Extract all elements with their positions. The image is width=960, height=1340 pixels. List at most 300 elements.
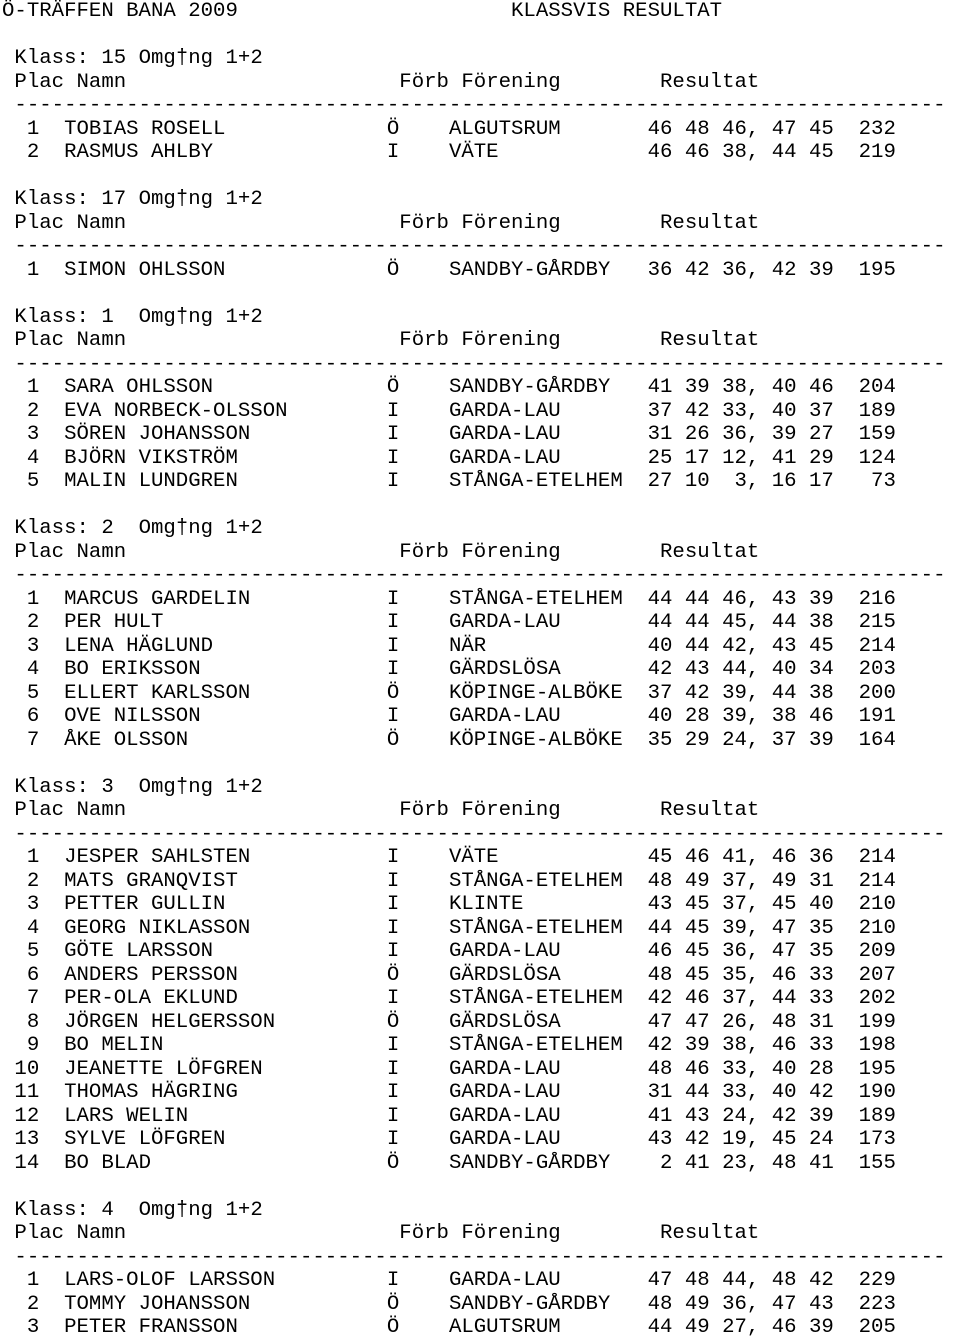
result-row bbox=[2, 259, 960, 283]
result-row bbox=[2, 705, 960, 729]
result-row bbox=[2, 1269, 960, 1293]
class-prefix: Klass: bbox=[14, 47, 89, 70]
totalresultat: 210 bbox=[833, 916, 896, 940]
result-row bbox=[2, 470, 960, 494]
result-row bbox=[2, 682, 960, 706]
col-forb-header: Förb bbox=[399, 70, 462, 94]
forbund: I bbox=[386, 658, 449, 681]
forening: SANDBY-GÅRDBY bbox=[448, 258, 648, 282]
forbund: Ö bbox=[386, 1010, 449, 1034]
forbund: I bbox=[386, 1104, 449, 1128]
delresultat: 46 45 36, 47 35 bbox=[647, 940, 834, 963]
namn: ELLERT KARLSSON bbox=[64, 681, 387, 705]
forbund: I bbox=[386, 423, 449, 446]
totalresultat: 202 bbox=[833, 987, 896, 1010]
forbund: I bbox=[386, 399, 449, 423]
placering: 8 bbox=[2, 1010, 65, 1034]
delresultat: 43 42 19, 45 24 bbox=[647, 1128, 834, 1151]
separator-line bbox=[2, 235, 960, 259]
class-section-1 bbox=[2, 306, 960, 518]
result-row bbox=[2, 376, 960, 400]
namn: LARS-OLOF LARSSON bbox=[64, 1269, 387, 1292]
blank-line bbox=[2, 282, 960, 306]
col-plac-header: Plac bbox=[14, 540, 77, 564]
indent bbox=[2, 541, 14, 564]
blank-line bbox=[2, 24, 960, 48]
indent bbox=[2, 47, 14, 70]
class-number: 15 bbox=[88, 47, 139, 70]
forening: GARDA-LAU bbox=[448, 705, 648, 728]
round-label: Omg†ng 1+2 bbox=[138, 188, 263, 211]
col-forb-header: Förb bbox=[399, 211, 462, 235]
forbund: Ö bbox=[386, 117, 449, 141]
placering: 6 bbox=[2, 705, 65, 728]
totalresultat: 210 bbox=[833, 893, 896, 916]
forening: VÄTE bbox=[448, 846, 648, 869]
round-label: Omg†ng 1+2 bbox=[138, 47, 263, 70]
totalresultat: 190 bbox=[833, 1081, 896, 1104]
class-heading bbox=[2, 306, 960, 330]
indent bbox=[2, 188, 14, 211]
placering: 9 bbox=[2, 1034, 65, 1057]
forbund: Ö bbox=[386, 1292, 449, 1316]
namn: JESPER SAHLSTEN bbox=[64, 846, 387, 869]
totalresultat: 214 bbox=[833, 846, 896, 869]
delresultat: 44 44 45, 44 38 bbox=[647, 611, 834, 634]
indent bbox=[2, 71, 14, 94]
forbund: I bbox=[386, 611, 449, 634]
forening: GARDA-LAU bbox=[448, 1081, 648, 1104]
namn: JEANETTE LÖFGREN bbox=[64, 1057, 387, 1081]
delresultat: 25 17 12, 41 29 bbox=[647, 446, 834, 470]
col-forb-header: Förb bbox=[399, 1222, 462, 1245]
placering: 1 bbox=[2, 587, 65, 611]
namn: ANDERS PERSSON bbox=[64, 963, 387, 987]
class-prefix: Klass: bbox=[14, 188, 89, 211]
totalresultat: 207 bbox=[833, 963, 896, 987]
namn: MARCUS GARDELIN bbox=[64, 587, 387, 611]
col-plac-header: Plac bbox=[14, 1222, 77, 1245]
placering: 13 bbox=[2, 1128, 65, 1151]
placering: 6 bbox=[2, 963, 65, 987]
delresultat: 48 49 36, 47 43 bbox=[647, 1292, 834, 1316]
delresultat: 44 45 39, 47 35 bbox=[647, 916, 834, 940]
placering: 5 bbox=[2, 940, 65, 963]
result-row bbox=[2, 611, 960, 635]
blank-line bbox=[2, 494, 960, 518]
header-gap bbox=[238, 0, 511, 23]
round-label: Omg†ng 1+2 bbox=[138, 1198, 263, 1222]
placering: 7 bbox=[2, 987, 65, 1010]
class-prefix: Klass: bbox=[14, 517, 89, 540]
column-header-row bbox=[2, 1222, 960, 1246]
placering: 14 bbox=[2, 1151, 65, 1175]
namn: JÖRGEN HELGERSSON bbox=[64, 1010, 387, 1034]
placering: 12 bbox=[2, 1104, 65, 1128]
forening: GARDA-LAU bbox=[448, 940, 648, 963]
class-number: 2 bbox=[88, 517, 139, 540]
namn: GEORG NIKLASSON bbox=[64, 916, 387, 940]
indent bbox=[2, 1222, 14, 1245]
result-row bbox=[2, 400, 960, 424]
forening: VÄTE bbox=[448, 141, 648, 164]
result-row bbox=[2, 635, 960, 659]
col-forening-header: Förening bbox=[461, 70, 660, 94]
placering: 3 bbox=[2, 1316, 65, 1339]
forening: STÅNGA-ETELHEM bbox=[448, 916, 648, 940]
namn: PETTER GULLIN bbox=[64, 893, 387, 916]
totalresultat: 215 bbox=[833, 611, 896, 634]
indent bbox=[2, 329, 14, 352]
delresultat: 36 42 36, 42 39 bbox=[647, 258, 834, 282]
class-prefix: Klass: bbox=[14, 775, 89, 799]
column-header-row bbox=[2, 71, 960, 95]
forbund: I bbox=[386, 869, 449, 893]
forbund: Ö bbox=[386, 681, 449, 705]
forening: ALGUTSRUM bbox=[448, 1316, 648, 1339]
col-namn-header: Namn bbox=[76, 540, 400, 564]
placering: 7 bbox=[2, 728, 65, 752]
forening: GARDA-LAU bbox=[448, 399, 648, 423]
namn: GÖTE LARSSON bbox=[64, 940, 387, 963]
separator-line bbox=[2, 94, 960, 118]
delresultat: 37 42 33, 40 37 bbox=[647, 399, 834, 423]
forening: GARDA-LAU bbox=[448, 611, 648, 634]
result-row bbox=[2, 987, 960, 1011]
namn: PER HULT bbox=[64, 611, 387, 634]
forening: NÄR bbox=[448, 634, 648, 658]
forbund: I bbox=[386, 940, 449, 963]
col-namn-header: Namn bbox=[76, 211, 400, 235]
delresultat: 41 39 38, 40 46 bbox=[647, 376, 834, 399]
totalresultat: 216 bbox=[833, 587, 896, 611]
result-row bbox=[2, 118, 960, 142]
totalresultat: 229 bbox=[833, 1269, 896, 1292]
forening: SANDBY-GÅRDBY bbox=[448, 376, 648, 399]
col-resultat-header: Resultat bbox=[660, 329, 760, 352]
delresultat: 35 29 24, 37 39 bbox=[647, 728, 834, 752]
forening: GARDA-LAU bbox=[448, 1104, 648, 1128]
delresultat: 37 42 39, 44 38 bbox=[647, 681, 834, 705]
forbund: I bbox=[386, 893, 449, 916]
forening: GARDA-LAU bbox=[448, 423, 648, 446]
blank-line bbox=[2, 1175, 960, 1199]
forbund: I bbox=[386, 1034, 449, 1057]
forening: GÄRDSLÖSA bbox=[448, 1010, 648, 1034]
placering: 4 bbox=[2, 658, 65, 681]
placering: 1 bbox=[2, 258, 65, 282]
separator: --------------------------------------------------------------------------- bbox=[2, 1245, 946, 1269]
separator-line bbox=[2, 823, 960, 847]
namn: PETER FRANSSON bbox=[64, 1316, 387, 1339]
delresultat: 44 44 46, 43 39 bbox=[647, 587, 834, 611]
forening: GÄRDSLÖSA bbox=[448, 658, 648, 681]
forbund: I bbox=[386, 446, 449, 470]
forening: STÅNGA-ETELHEM bbox=[448, 587, 648, 611]
forening: GÄRDSLÖSA bbox=[448, 963, 648, 987]
forbund: I bbox=[386, 987, 449, 1010]
class-section-3 bbox=[2, 776, 960, 1199]
separator-line bbox=[2, 564, 960, 588]
placering: 3 bbox=[2, 893, 65, 916]
indent bbox=[2, 1199, 14, 1222]
forening: STÅNGA-ETELHEM bbox=[448, 470, 648, 493]
col-plac-header: Plac bbox=[14, 799, 77, 822]
result-row bbox=[2, 141, 960, 165]
totalresultat: 195 bbox=[833, 258, 896, 282]
column-header-row bbox=[2, 329, 960, 353]
result-row bbox=[2, 423, 960, 447]
round-label: Omg†ng 1+2 bbox=[138, 517, 263, 540]
column-header-row bbox=[2, 541, 960, 565]
result-row bbox=[2, 1058, 960, 1082]
forbund: Ö bbox=[386, 963, 449, 987]
col-namn-header: Namn bbox=[76, 70, 400, 94]
placering: 1 bbox=[2, 1269, 65, 1292]
delresultat: 27 10 3, 16 17 bbox=[647, 470, 834, 493]
totalresultat: 124 bbox=[833, 446, 896, 470]
col-forb-header: Förb bbox=[399, 329, 462, 352]
forening: STÅNGA-ETELHEM bbox=[448, 987, 648, 1010]
blank-line bbox=[2, 165, 960, 189]
report-title: KLASSVIS RESULTAT bbox=[511, 0, 723, 23]
indent bbox=[2, 776, 14, 799]
placering: 3 bbox=[2, 634, 65, 658]
forening: KÖPINGE-ALBÖKE bbox=[448, 728, 648, 752]
namn: SÖREN JOHANSSON bbox=[64, 423, 387, 446]
result-row bbox=[2, 917, 960, 941]
placering: 1 bbox=[2, 846, 65, 869]
col-forb-header: Förb bbox=[399, 540, 462, 564]
col-resultat-header: Resultat bbox=[660, 70, 760, 94]
delresultat: 40 28 39, 38 46 bbox=[647, 705, 834, 728]
delresultat: 31 44 33, 40 42 bbox=[647, 1081, 834, 1104]
namn: RASMUS AHLBY bbox=[64, 141, 387, 164]
forening: STÅNGA-ETELHEM bbox=[448, 869, 648, 893]
totalresultat: 195 bbox=[833, 1057, 896, 1081]
forbund: I bbox=[386, 705, 449, 728]
delresultat: 42 46 37, 44 33 bbox=[647, 987, 834, 1010]
forening: SANDBY-GÅRDBY bbox=[448, 1292, 648, 1316]
delresultat: 2 41 23, 48 41 bbox=[647, 1151, 834, 1175]
totalresultat: 173 bbox=[833, 1128, 896, 1151]
delresultat: 43 45 37, 45 40 bbox=[647, 893, 834, 916]
delresultat: 44 49 27, 46 39 bbox=[647, 1316, 834, 1339]
namn: BO BLAD bbox=[64, 1151, 387, 1175]
namn: LARS WELIN bbox=[64, 1104, 387, 1128]
placering: 10 bbox=[2, 1057, 65, 1081]
col-resultat-header: Resultat bbox=[660, 540, 760, 564]
totalresultat: 203 bbox=[833, 658, 896, 681]
result-row bbox=[2, 588, 960, 612]
forbund: Ö bbox=[386, 1151, 449, 1175]
totalresultat: 204 bbox=[833, 376, 896, 399]
column-header-row bbox=[2, 212, 960, 236]
namn: TOMMY JOHANSSON bbox=[64, 1292, 387, 1316]
totalresultat: 214 bbox=[833, 634, 896, 658]
col-plac-header: Plac bbox=[14, 70, 77, 94]
col-forening-header: Förening bbox=[461, 211, 660, 235]
forening: GARDA-LAU bbox=[448, 1269, 648, 1292]
col-resultat-header: Resultat bbox=[660, 799, 760, 822]
forening: KÖPINGE-ALBÖKE bbox=[448, 681, 648, 705]
indent bbox=[2, 799, 14, 822]
result-row bbox=[2, 1011, 960, 1035]
totalresultat: 159 bbox=[833, 423, 896, 446]
separator-line bbox=[2, 1246, 960, 1270]
placering: 1 bbox=[2, 376, 65, 399]
classes-container bbox=[2, 47, 960, 1340]
class-number: 3 bbox=[88, 775, 139, 799]
col-plac-header: Plac bbox=[14, 329, 77, 352]
round-label: Omg†ng 1+2 bbox=[138, 305, 263, 329]
result-row bbox=[2, 940, 960, 964]
forening: GARDA-LAU bbox=[448, 446, 648, 470]
delresultat: 46 46 38, 44 45 bbox=[647, 141, 834, 164]
round-label: Omg†ng 1+2 bbox=[138, 775, 263, 799]
result-row bbox=[2, 1293, 960, 1317]
totalresultat: 232 bbox=[833, 117, 896, 141]
forbund: I bbox=[386, 141, 449, 164]
indent bbox=[2, 517, 14, 540]
delresultat: 47 48 44, 48 42 bbox=[647, 1269, 834, 1292]
class-heading bbox=[2, 776, 960, 800]
result-row bbox=[2, 1152, 960, 1176]
class-heading bbox=[2, 188, 960, 212]
totalresultat: 155 bbox=[833, 1151, 896, 1175]
placering: 5 bbox=[2, 681, 65, 705]
namn: EVA NORBECK-OLSSON bbox=[64, 399, 387, 423]
delresultat: 31 26 36, 39 27 bbox=[647, 423, 834, 446]
totalresultat: 199 bbox=[833, 1010, 896, 1034]
placering: 4 bbox=[2, 916, 65, 940]
result-row bbox=[2, 1316, 960, 1340]
forbund: I bbox=[386, 587, 449, 611]
col-forening-header: Förening bbox=[461, 329, 660, 352]
delresultat: 40 44 42, 43 45 bbox=[647, 634, 834, 658]
namn: THOMAS HÄGRING bbox=[64, 1081, 387, 1104]
delresultat: 42 43 44, 40 34 bbox=[647, 658, 834, 681]
class-section-2 bbox=[2, 517, 960, 776]
delresultat: 48 45 35, 46 33 bbox=[647, 963, 834, 987]
separator: --------------------------------------------------------------------------- bbox=[2, 235, 946, 258]
forbund: Ö bbox=[386, 376, 449, 399]
namn: BO MELIN bbox=[64, 1034, 387, 1057]
result-row bbox=[2, 964, 960, 988]
placering: 2 bbox=[2, 399, 65, 423]
result-row bbox=[2, 1128, 960, 1152]
namn: ÅKE OLSSON bbox=[64, 728, 387, 752]
forbund: I bbox=[386, 846, 449, 869]
delresultat: 48 49 37, 49 31 bbox=[647, 869, 834, 893]
placering: 11 bbox=[2, 1081, 65, 1104]
report-header-line bbox=[2, 0, 960, 24]
separator: --------------------------------------------------------------------------- bbox=[2, 94, 946, 117]
forbund: I bbox=[386, 1057, 449, 1081]
forbund: Ö bbox=[386, 1316, 449, 1339]
namn: MATS GRANQVIST bbox=[64, 869, 387, 893]
result-row bbox=[2, 846, 960, 870]
indent bbox=[2, 212, 14, 235]
delresultat: 47 47 26, 48 31 bbox=[647, 1010, 834, 1034]
col-namn-header: Namn bbox=[76, 329, 400, 352]
namn: SARA OHLSSON bbox=[64, 376, 387, 399]
totalresultat: 191 bbox=[833, 705, 896, 728]
forening: GARDA-LAU bbox=[448, 1128, 648, 1151]
class-number: 4 bbox=[88, 1198, 139, 1222]
separator: --------------------------------------------------------------------------- bbox=[2, 352, 946, 376]
separator-line bbox=[2, 353, 960, 377]
result-row bbox=[2, 1105, 960, 1129]
col-forening-header: Förening bbox=[461, 540, 660, 564]
totalresultat: 73 bbox=[833, 470, 896, 493]
totalresultat: 189 bbox=[833, 399, 896, 423]
col-namn-header: Namn bbox=[76, 799, 400, 822]
placering: 1 bbox=[2, 117, 65, 141]
namn: PER-OLA EKLUND bbox=[64, 987, 387, 1010]
forbund: I bbox=[386, 916, 449, 940]
namn: TOBIAS ROSELL bbox=[64, 117, 387, 141]
event-title: Ö-TRÄFFEN BANA 2009 bbox=[2, 0, 238, 23]
forbund: Ö bbox=[386, 728, 449, 752]
delresultat: 41 43 24, 42 39 bbox=[647, 1104, 834, 1128]
class-heading bbox=[2, 517, 960, 541]
totalresultat: 189 bbox=[833, 1104, 896, 1128]
delresultat: 42 39 38, 46 33 bbox=[647, 1034, 834, 1057]
namn: MALIN LUNDGREN bbox=[64, 470, 387, 493]
totalresultat: 223 bbox=[833, 1292, 896, 1316]
class-number: 1 bbox=[88, 305, 139, 329]
totalresultat: 200 bbox=[833, 681, 896, 705]
separator: --------------------------------------------------------------------------- bbox=[2, 822, 946, 846]
forbund: I bbox=[386, 1128, 449, 1151]
delresultat: 48 46 33, 40 28 bbox=[647, 1057, 834, 1081]
forening: GARDA-LAU bbox=[448, 1057, 648, 1081]
placering: 2 bbox=[2, 611, 65, 634]
col-forening-header: Förening bbox=[461, 1222, 660, 1245]
col-resultat-header: Resultat bbox=[660, 211, 760, 235]
column-header-row bbox=[2, 799, 960, 823]
namn: LENA HÄGLUND bbox=[64, 634, 387, 658]
forening: SANDBY-GÅRDBY bbox=[448, 1151, 648, 1175]
class-prefix: Klass: bbox=[14, 305, 89, 329]
results-document bbox=[2, 0, 960, 1340]
namn: SYLVE LÖFGREN bbox=[64, 1128, 387, 1151]
blank-line bbox=[2, 752, 960, 776]
delresultat: 46 48 46, 47 45 bbox=[647, 117, 834, 141]
placering: 2 bbox=[2, 1292, 65, 1316]
class-section-15 bbox=[2, 47, 960, 188]
class-prefix: Klass: bbox=[14, 1198, 89, 1222]
forening: STÅNGA-ETELHEM bbox=[448, 1034, 648, 1057]
indent bbox=[2, 306, 14, 329]
totalresultat: 219 bbox=[833, 141, 896, 164]
col-forb-header: Förb bbox=[399, 799, 462, 822]
delresultat: 45 46 41, 46 36 bbox=[647, 846, 834, 869]
placering: 5 bbox=[2, 470, 65, 493]
forbund: Ö bbox=[386, 258, 449, 282]
totalresultat: 214 bbox=[833, 869, 896, 893]
forbund: I bbox=[386, 1081, 449, 1104]
col-forening-header: Förening bbox=[461, 799, 660, 822]
namn: SIMON OHLSSON bbox=[64, 258, 387, 282]
class-heading bbox=[2, 47, 960, 71]
result-row bbox=[2, 1081, 960, 1105]
placering: 4 bbox=[2, 446, 65, 470]
placering: 2 bbox=[2, 141, 65, 164]
forbund: I bbox=[386, 470, 449, 493]
forening: ALGUTSRUM bbox=[448, 117, 648, 141]
